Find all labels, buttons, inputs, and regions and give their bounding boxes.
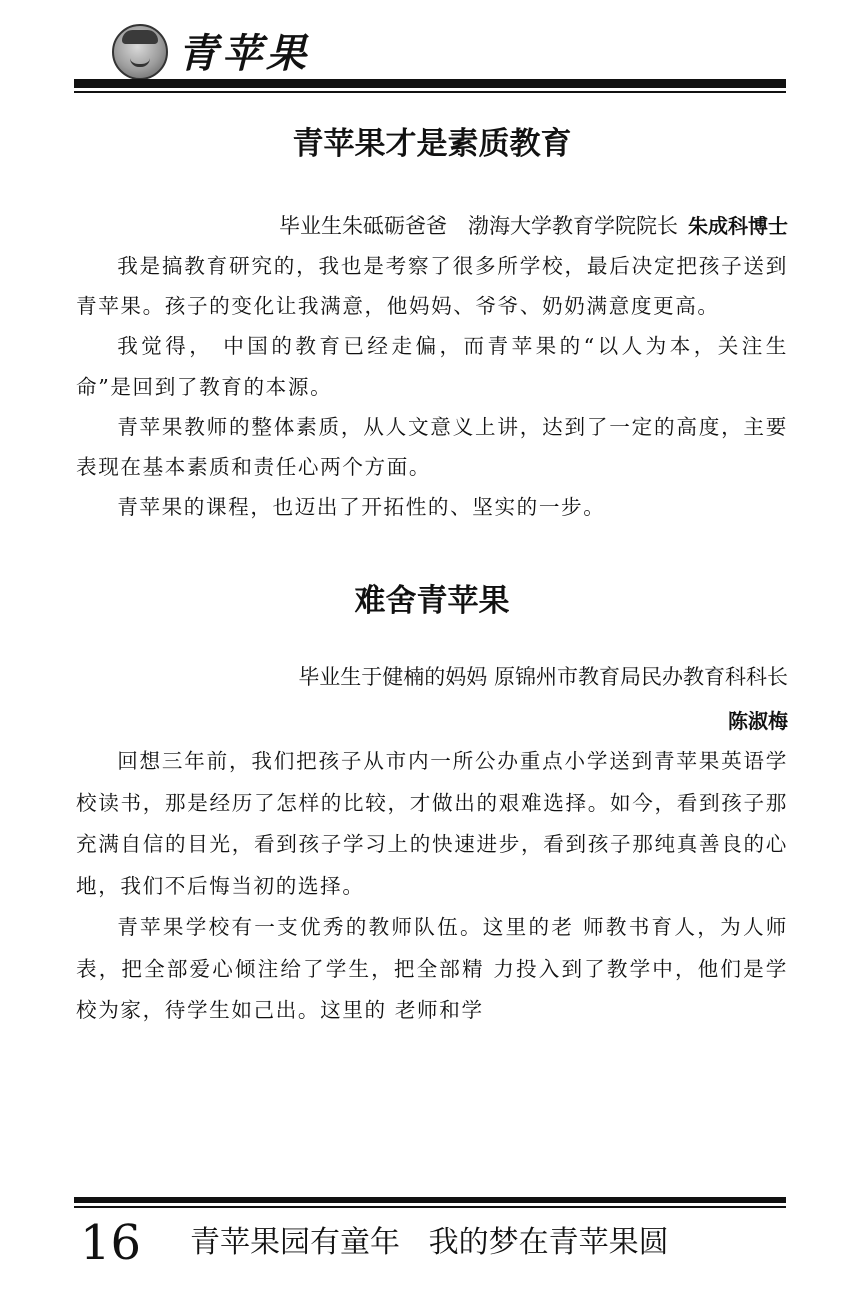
byline-text: 毕业生朱砥砺爸爸 渤海大学教育学院院长 — [279, 214, 678, 238]
article-section-1 — [76, 112, 788, 527]
footer-rule-thick — [74, 1197, 786, 1203]
page-content — [76, 112, 788, 1032]
header-logo-text: 青苹果 — [178, 30, 310, 77]
footer-slogan: 青苹果园有童年 我的梦在青苹果圆 — [190, 1225, 669, 1260]
page-number: 16 — [80, 1215, 142, 1271]
paragraph: 我是搞教育研究的，我也是考察了很多所学校，最后决定把孩子送到青苹果。孩子的变化让我满意，他妈妈、爷爷、奶奶满意度更高。 — [76, 254, 788, 319]
page-header — [0, 0, 860, 100]
mascot-logo-icon — [112, 24, 168, 80]
footer-rule-thin — [74, 1206, 786, 1208]
article-section-2 — [76, 569, 788, 1032]
paragraph: 我觉得， 中国的教育已经走偏，而青苹果的“以人为本，关注生命”是回到了教育的本源。 — [76, 334, 788, 399]
article-byline — [76, 206, 788, 246]
section-gap — [76, 527, 788, 551]
article-title: 难舍青苹果 — [354, 583, 510, 620]
header-rule-thick — [74, 79, 786, 88]
byline-author: 陈淑梅 — [728, 709, 788, 734]
byline-author: 朱成科博士 — [688, 214, 788, 238]
paragraph: 青苹果学校有一支优秀的教师队伍。这里的老 师教书育人，为人师表，把全部爱心倾注给了学生，把全部精 力投入到了教学中，他们是学校为家，待学生如己出。这里的 老师和学 — [76, 915, 788, 1023]
article-title: 青苹果才是素质教育 — [292, 126, 572, 162]
paragraph: 青苹果教师的整体素质，从人文意义上讲，达到了一定的高度，主要表现在基本素质和责任心两个方面。 — [76, 414, 788, 480]
header-rule-thin — [74, 91, 786, 93]
paragraph: 青苹果的课程，也迈出了开拓性的、坚实的一步。 — [117, 495, 606, 520]
article-byline: 毕业生于健楠的妈妈 原锦州市教育局民办教育科科长 — [298, 665, 788, 690]
paragraph: 回想三年前，我们把孩子从市内一所公办重点小学送到青苹果英语学校读书，那是经历了怎样的比较，才做出的艰难选择。如今，看到孩子那充满自信的目光，看到孩子学习上的快速进步，看到孩子那纯真善良的心地，我们不后悔当初的选择。 — [76, 749, 788, 898]
